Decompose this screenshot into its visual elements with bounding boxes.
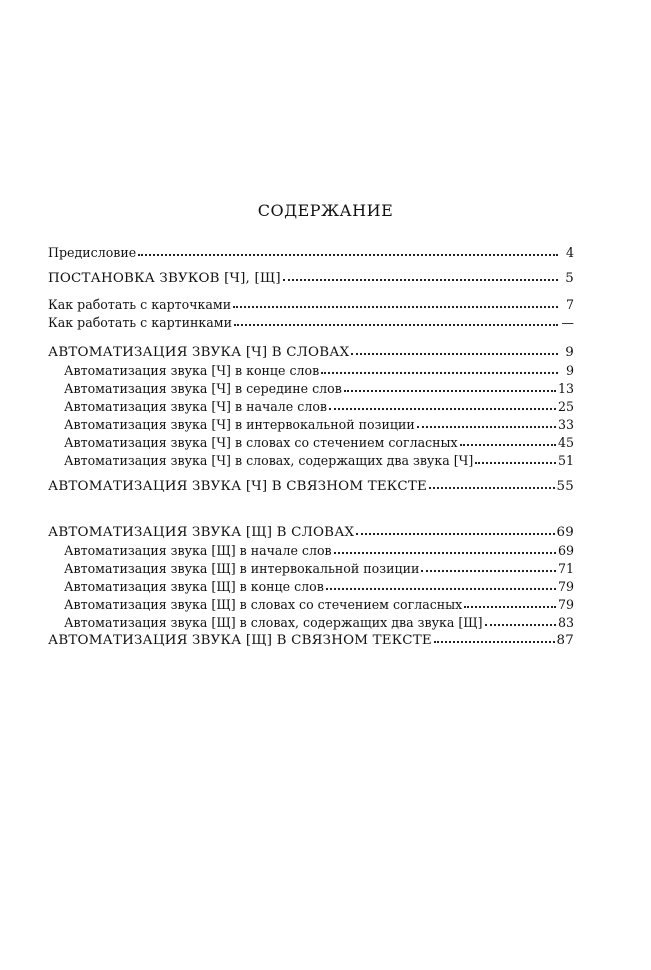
toc-entry-label: Автоматизация звука [Щ] в конце слов xyxy=(64,579,324,594)
toc-page-number: 55 xyxy=(556,479,574,494)
toc-entry-label: Автоматизация звука [Ч] в словах со стечением согласных xyxy=(64,435,458,450)
toc-page-number: 83 xyxy=(557,615,574,630)
toc-page-number: 79 xyxy=(557,597,574,612)
toc-subentry xyxy=(48,416,574,434)
toc-entry xyxy=(48,244,574,262)
toc-page-number: 5 xyxy=(565,271,574,286)
toc-entry-label: АВТОМАТИЗАЦИЯ ЗВУКА [Ч] В СВЯЗНОМ ТЕКСТЕ xyxy=(48,479,427,494)
page-title: СОДЕРЖАНИЕ xyxy=(257,201,394,220)
dot-leader xyxy=(334,543,556,555)
dot-leader xyxy=(351,344,558,356)
dot-leader xyxy=(421,561,556,573)
toc-section xyxy=(48,524,574,542)
toc-entry-label: АВТОМАТИЗАЦИЯ ЗВУКА [Щ] В СЛОВАХ xyxy=(48,525,355,540)
toc-page-number: 71 xyxy=(557,561,574,576)
toc-entry-label: Предисловие xyxy=(48,245,137,260)
toc-subentry xyxy=(48,560,574,578)
toc-entry-label: Автоматизация звука [Щ] в словах со стечением согласных xyxy=(64,597,463,612)
toc-subentry xyxy=(48,380,574,398)
dot-leader xyxy=(417,417,556,429)
toc-page-number: 69 xyxy=(556,525,574,540)
toc-subentry xyxy=(48,614,574,632)
dot-leader xyxy=(234,315,558,327)
toc-page-number: 69 xyxy=(557,543,574,558)
toc-entry-label: Автоматизация звука [Щ] в интервокальной позиции xyxy=(64,561,420,576)
toc-entry-label: Автоматизация звука [Щ] в начале слов xyxy=(64,543,332,558)
toc-entry-label: Автоматизация звука [Ч] в словах, содержащих два звука [Ч] xyxy=(64,453,474,468)
toc-page-number: 9 xyxy=(565,363,574,378)
toc-page-number: 7 xyxy=(565,297,574,312)
dot-leader xyxy=(485,615,556,627)
dot-leader xyxy=(344,381,556,393)
dot-leader xyxy=(326,579,556,591)
dot-leader xyxy=(321,363,558,375)
toc-entry-label: Автоматизация звука [Ч] в конце слов xyxy=(64,363,320,378)
toc-page-number: 79 xyxy=(557,579,574,594)
dot-leader xyxy=(233,297,558,309)
dot-leader xyxy=(429,478,555,490)
toc-entry-label: Как работать с карточками xyxy=(48,297,232,312)
dot-leader xyxy=(464,597,556,609)
toc-entry-label: Как работать с картинками xyxy=(48,315,232,330)
toc-subentry xyxy=(48,596,574,614)
toc-page-number: 33 xyxy=(557,417,574,432)
toc-subentry xyxy=(48,362,574,380)
toc-section xyxy=(48,270,574,288)
toc-page-number: 45 xyxy=(557,435,574,450)
toc-entry-label: Автоматизация звука [Ч] в середине слов xyxy=(64,381,342,396)
toc-subentry xyxy=(48,578,574,596)
toc-section xyxy=(48,478,574,496)
dot-leader xyxy=(329,399,556,411)
toc-subentry xyxy=(48,542,574,560)
toc-entry-label: ПОСТАНОВКА ЗВУКОВ [Ч], [Щ] xyxy=(48,271,281,286)
toc-entry xyxy=(48,314,574,332)
toc-subentry xyxy=(48,398,574,416)
dot-leader xyxy=(138,245,558,257)
toc-page-number: — xyxy=(561,315,574,330)
toc-entry-label: Автоматизация звука [Щ] в словах, содержащих два звука [Щ] xyxy=(64,615,483,630)
toc-subentry xyxy=(48,452,574,470)
toc-page-number: 87 xyxy=(556,633,574,648)
toc-section xyxy=(48,344,574,362)
toc-page-number: 4 xyxy=(565,245,574,260)
toc-section xyxy=(48,632,574,650)
toc-entry-label: АВТОМАТИЗАЦИЯ ЗВУКА [Щ] В СВЯЗНОМ ТЕКСТЕ xyxy=(48,633,432,648)
table-of-contents xyxy=(48,244,574,650)
dot-leader xyxy=(356,524,554,536)
toc-page-number: 25 xyxy=(557,399,574,414)
toc-entry-label: АВТОМАТИЗАЦИЯ ЗВУКА [Ч] В СЛОВАХ xyxy=(48,345,350,360)
toc-page-number: 13 xyxy=(557,381,574,396)
toc-page-number: 51 xyxy=(557,453,574,468)
toc-subentry xyxy=(48,434,574,452)
toc-entry-label: Автоматизация звука [Ч] в интервокальной позиции xyxy=(64,417,415,432)
dot-leader xyxy=(434,632,555,644)
toc-entry-label: Автоматизация звука [Ч] в начале слов xyxy=(64,399,327,414)
toc-entry xyxy=(48,296,574,314)
dot-leader xyxy=(283,270,558,282)
dot-leader xyxy=(475,453,556,465)
toc-page-number: 9 xyxy=(565,345,574,360)
dot-leader xyxy=(460,435,556,447)
